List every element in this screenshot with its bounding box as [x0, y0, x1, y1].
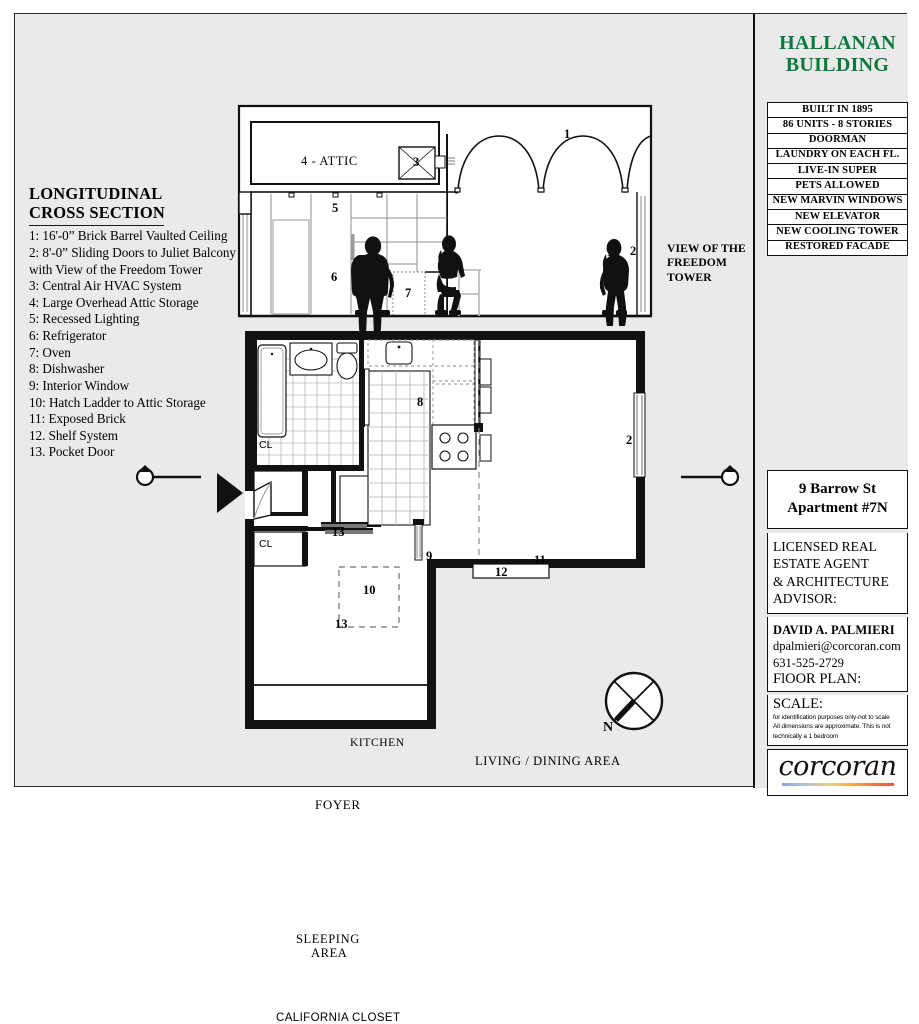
building-features-list	[767, 102, 908, 256]
legend-item: 2: 8'-0” Sliding Doors to Juliet Balcony	[29, 244, 236, 260]
building-feature: LIVE-IN SUPER	[768, 164, 907, 179]
legend-item: 7: Oven	[29, 344, 71, 360]
agent-role-line4: ADVISOR:	[773, 590, 837, 606]
legend-item: 3: Central Air HVAC System	[29, 278, 182, 294]
legend-item: 13. Pocket Door	[29, 444, 115, 460]
legend-item: 9: Interior Window	[29, 377, 130, 393]
legend-item: 4: Large Overhead Attic Storage	[29, 294, 199, 310]
legend-item: 10: Hatch Ladder to Attic Storage	[29, 394, 206, 410]
plan-callout-pocket-door-b: 13	[335, 617, 348, 631]
agent-role-line1: LICENSED REAL	[773, 539, 877, 554]
address-unit: Apartment #7N	[787, 499, 888, 516]
scale-note-line1: for identification purposes only-not to scale	[773, 714, 890, 721]
compass-rose	[590, 666, 678, 748]
compass-north-label: N	[603, 720, 614, 735]
scale-note-line2: All dimensions are approximate. This is not	[773, 723, 891, 731]
plan-label-foyer: FOYER	[315, 797, 361, 812]
section-cut-marker-left	[131, 460, 207, 494]
section-callout-hvac: 3	[413, 155, 420, 169]
building-feature: RESTORED FACADE	[768, 241, 907, 256]
plan-callout-dishwasher: 8	[417, 395, 424, 409]
section-cut-marker-right	[681, 460, 751, 494]
building-feature: NEW MARVIN WINDOWS	[768, 195, 907, 210]
brokerage-color-bar	[782, 783, 894, 786]
building-name	[767, 32, 908, 77]
building-name-line1: HALLANAN	[779, 32, 896, 54]
legend-item: 6: Refrigerator	[29, 328, 107, 343]
address-street: 9 Barrow St	[798, 481, 877, 497]
plan-callout-interior-window: 9	[426, 549, 433, 563]
scale-note-line3: technically a 1 bedroom	[773, 732, 839, 740]
agent-phone[interactable]: 631-525-2729	[773, 655, 844, 670]
freedom-tower-view-line2: FREEDOM	[667, 256, 727, 270]
plan-callout-pocket-door-a: 13	[332, 525, 345, 539]
agent-role-block	[767, 533, 908, 614]
building-feature: LAUNDRY ON EACH FL.	[768, 149, 907, 164]
building-feature: 86 UNITS - 8 STORIES	[768, 118, 907, 133]
legend-title-line2: CROSS SECTION	[29, 203, 166, 223]
legend-item: 1: 16'-0” Brick Barrel Vaulted Ceiling	[29, 228, 228, 244]
plan-label-closet-1: CL	[259, 439, 273, 451]
section-callout-recessed-lighting: 5	[332, 201, 339, 215]
drawing-type-label: FlOOR PLAN:	[767, 669, 908, 692]
legend-item: 5: Recessed Lighting	[29, 311, 140, 327]
agent-role-line3: & ARCHITECTURE	[773, 573, 889, 589]
legend-item: 12. Shelf System	[29, 427, 118, 443]
building-feature: DOORMAN	[768, 134, 907, 149]
section-callout-vault: 1	[564, 127, 571, 141]
plan-label-sleeping-line2: AREA	[311, 946, 348, 960]
section-callout-sliding-doors: 2	[630, 244, 637, 258]
freedom-tower-view-line3: TOWER	[667, 270, 712, 284]
plan-label-sleeping-line1: SLEEPING	[296, 932, 360, 946]
legend-item: with View of the Freedom Tower	[29, 261, 203, 277]
brokerage-wordmark: corcoran	[778, 751, 897, 782]
building-feature: BUILT IN 1895	[768, 103, 907, 118]
building-feature: NEW COOLING TOWER	[768, 225, 907, 240]
plan-callout-sliding-doors: 2	[626, 433, 633, 447]
property-address	[767, 470, 908, 529]
drawing-canvas	[14, 13, 907, 1024]
building-feature: NEW ELEVATOR	[768, 210, 907, 225]
longitudinal-cross-section-drawing	[227, 94, 667, 324]
title-block-sidebar	[753, 14, 908, 788]
plan-label-california-closet: CALIFORNIA CLOSET	[276, 1012, 401, 1024]
building-name-line2: BUILDING	[785, 54, 890, 77]
building-feature: PETS ALLOWED	[768, 179, 907, 194]
agent-contact-block	[767, 617, 908, 677]
freedom-tower-view-line1: VIEW OF THE	[667, 242, 746, 255]
agent-email[interactable]: dpalmieri@corcoran.com	[773, 639, 901, 654]
plan-callout-shelf-system: 12	[495, 565, 508, 579]
scale-title: SCALE:	[773, 696, 823, 712]
section-callout-refrigerator: 6	[331, 270, 338, 284]
cross-section-svg	[227, 94, 667, 324]
scale-block	[767, 695, 908, 746]
section-attic-label: 4 - ATTIC	[301, 154, 358, 168]
section-callout-oven: 7	[405, 286, 412, 300]
agent-name: DAVID A. PALMIERI	[773, 623, 895, 637]
agent-role-line2: ESTATE AGENT	[773, 556, 870, 572]
plan-label-closet-2: CL	[259, 538, 273, 550]
legend-divider	[29, 225, 164, 226]
brokerage-logo	[767, 749, 908, 796]
legend-item: 8: Dishwasher	[29, 361, 105, 377]
plan-callout-hatch-ladder: 10	[363, 583, 376, 597]
plan-label-living-dining: LIVING / DINING AREA	[475, 754, 621, 768]
legend-item: 11: Exposed Brick	[29, 411, 126, 427]
legend-title-line1: LONGITUDINAL	[29, 184, 163, 203]
plan-callout-exposed-brick: 11	[534, 553, 546, 567]
plan-label-kitchen: KITCHEN	[350, 737, 405, 749]
entry-direction-arrow	[211, 469, 247, 517]
freedom-tower-view-note	[667, 242, 746, 285]
